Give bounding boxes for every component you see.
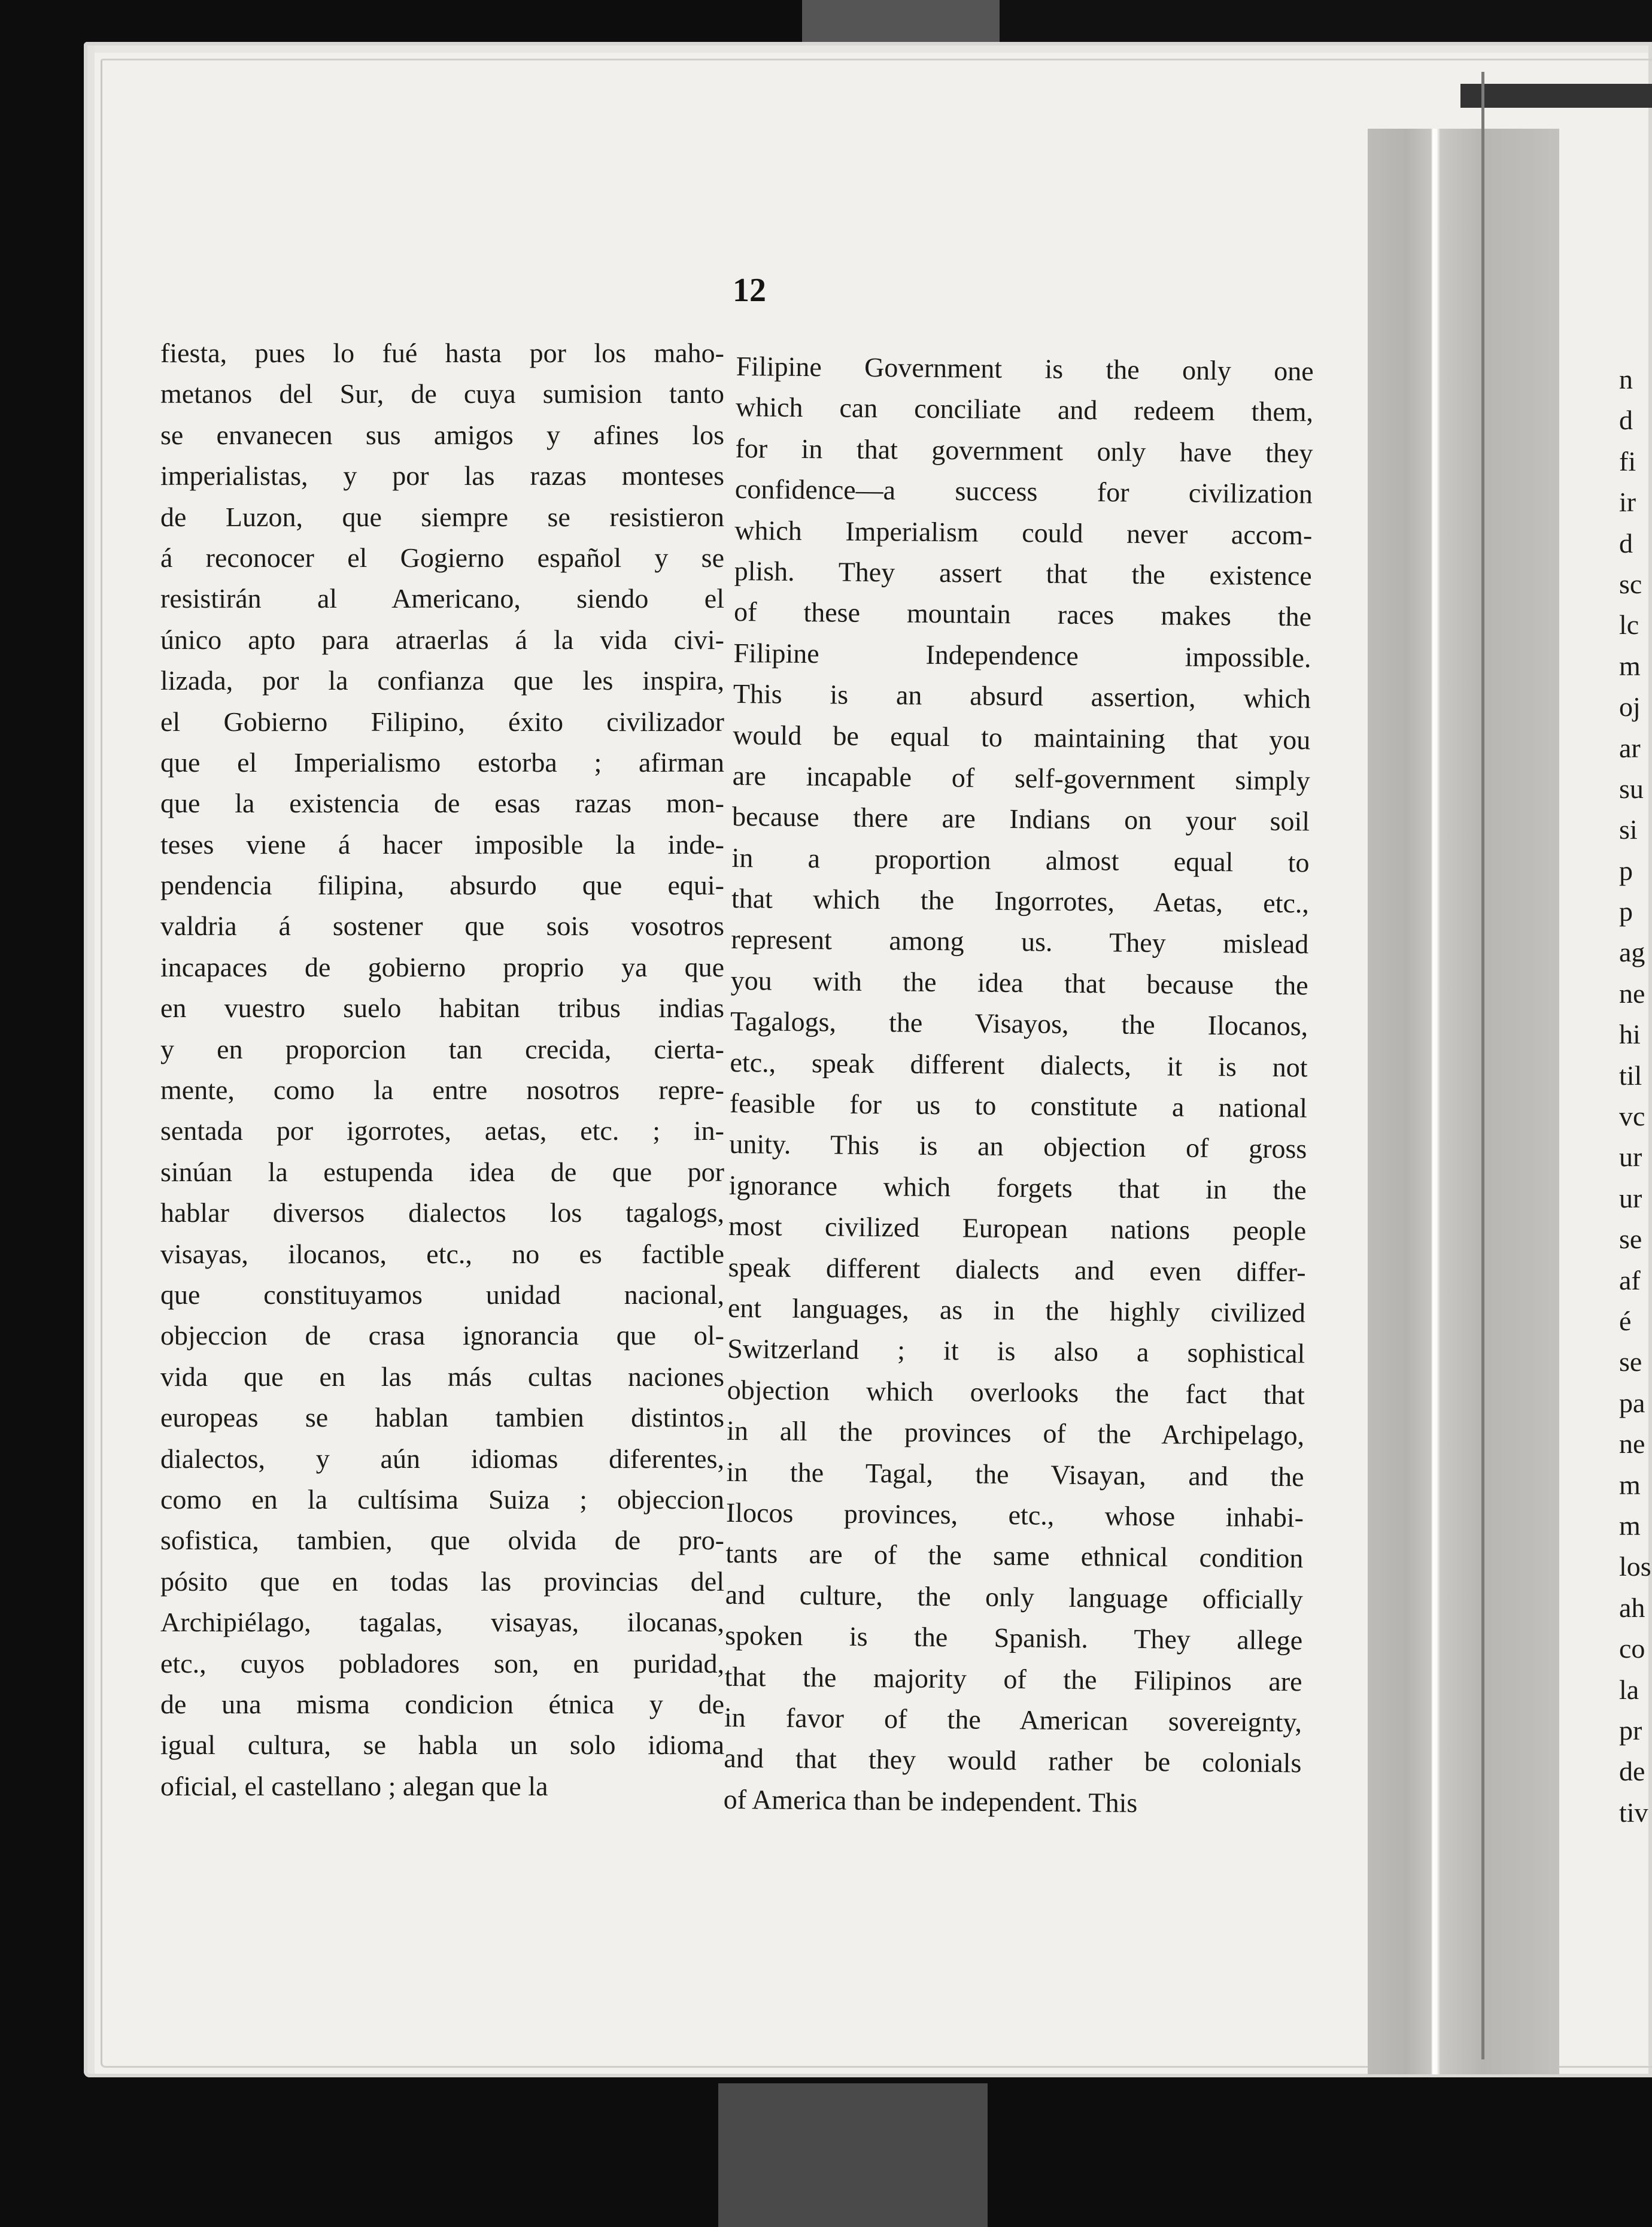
spanish-text-line: que constituyamos unidad nacional,	[160, 1279, 724, 1310]
spanish-text-line: lizada, por la confianza que les inspira,	[160, 665, 724, 696]
next-page-text-fragment: ur	[1619, 1142, 1642, 1173]
spanish-text-line: etc., cuyos pobladores son, en puridad,	[160, 1648, 724, 1679]
next-page-text-fragment: hi	[1619, 1019, 1641, 1050]
spanish-text-line: como en la cultísima Suiza ; objeccion	[160, 1483, 724, 1515]
next-page-text-fragment: lc	[1619, 609, 1639, 641]
english-text-line: in a proportion almost equal to	[731, 842, 1310, 878]
next-page-text-fragment: de	[1619, 1756, 1645, 1787]
english-text-line: and that they would rather be colonials	[724, 1743, 1302, 1779]
english-text-line: that which the Ingorrotes, Aetas, etc.,	[731, 883, 1310, 919]
next-page-text-fragment: ar	[1619, 732, 1641, 763]
english-text-line: of America than be independent. This	[723, 1783, 1138, 1818]
spanish-text-line: sentada por igorrotes, aetas, etc. ; in-	[160, 1115, 724, 1146]
spanish-text-line: Archipiélago, tagalas, visayas, ilocanas,	[160, 1607, 724, 1638]
next-page-text-fragment: la	[1619, 1674, 1639, 1705]
spanish-text-line: á reconocer el Gogierno español y se	[160, 542, 724, 573]
spanish-text-line: visayas, ilocanos, etc., no es factible	[160, 1238, 724, 1269]
english-text-line: which Imperialism could never accom-	[734, 514, 1313, 550]
spanish-text-line: imperialistas, y por las razas monteses	[160, 460, 724, 491]
english-text-line: confidence—a success for civilization	[734, 474, 1313, 509]
spanish-text-line: el Gobierno Filipino, éxito civilizador	[160, 706, 724, 737]
next-page-text-fragment: ah	[1619, 1592, 1645, 1623]
english-text-line: plish. They assert that the existence	[734, 555, 1312, 591]
next-page-text-fragment: til	[1619, 1060, 1642, 1091]
next-page-text-fragment: su	[1619, 773, 1644, 804]
english-text-line: ent languages, as in the highly civilized	[727, 1292, 1306, 1328]
english-text-line: spoken is the Spanish. They allege	[724, 1620, 1303, 1656]
next-page-text-fragment: p	[1619, 855, 1633, 886]
next-page-text-fragment: oj	[1619, 691, 1641, 723]
spanish-text-line: de Luzon, que siempre se resistieron	[160, 501, 724, 532]
scanner-band-bottom	[718, 2083, 988, 2227]
spanish-text-line: que la existencia de esas razas mon-	[160, 788, 724, 819]
spanish-text-line: pendencia filipina, absurdo que equi-	[160, 870, 724, 901]
english-text-line: Tagalogs, the Visayos, the Ilocanos,	[730, 1006, 1308, 1042]
english-text-line: and culture, the only language officially	[725, 1579, 1303, 1615]
next-page-text-fragment: m	[1619, 650, 1641, 681]
next-page-text-fragment: m	[1619, 1510, 1641, 1541]
english-text-line: because there are Indians on your soil	[731, 801, 1310, 837]
book-gutter	[1368, 129, 1559, 2074]
english-text-line: objection which overlooks the fact that	[727, 1374, 1305, 1410]
spanish-text-line: objeccion de crasa ignorancia que ol-	[160, 1320, 724, 1351]
english-text-line: of these mountain races makes the	[733, 596, 1312, 632]
spanish-text-line: hablar diversos dialectos los tagalogs,	[160, 1197, 724, 1228]
spanish-text-line: resistirán al Americano, siendo el	[160, 583, 724, 614]
english-text-line: in the Tagal, the Visayan, and the	[726, 1456, 1304, 1492]
next-page-text-fragment: d	[1619, 527, 1633, 559]
english-text-line: Filipine Government is the only one	[736, 350, 1314, 387]
next-page-text-fragment: pa	[1619, 1387, 1645, 1418]
next-page-text-fragment: é	[1619, 1305, 1632, 1336]
english-text-column	[724, 346, 1314, 1825]
next-page-text-fragment: ur	[1619, 1182, 1642, 1213]
spanish-text-line: sofistica, tambien, que olvida de pro-	[160, 1525, 724, 1556]
spanish-text-line: metanos del Sur, de cuya sumision tanto	[160, 378, 724, 409]
next-page-text-fragment: vc	[1619, 1101, 1645, 1132]
english-text-line: most civilized European nations people	[728, 1210, 1307, 1246]
spanish-text-line: incapaces de gobierno proprio ya que	[160, 951, 724, 982]
english-text-line: you with the idea that because the	[730, 964, 1308, 1001]
next-page-text-fragment: sc	[1619, 568, 1642, 599]
next-page-text-fragment: n	[1619, 364, 1633, 395]
next-page-text-fragment: los	[1619, 1551, 1651, 1582]
english-text-line: that the majority of the Filipinos are	[724, 1661, 1302, 1697]
spanish-text-column	[160, 333, 724, 1807]
next-page-text-fragment: ir	[1619, 487, 1636, 518]
spanish-text-line: que el Imperialismo estorba ; afirman	[160, 747, 724, 778]
next-page-text-fragment: co	[1619, 1633, 1645, 1664]
page-number: 12	[733, 272, 766, 309]
next-page-text-fragment: p	[1619, 896, 1633, 927]
next-page-text-fragment: pr	[1619, 1715, 1642, 1746]
spanish-text-line: se envanecen sus amigos y afines los	[160, 419, 724, 450]
english-text-line: speak different dialects and even differ-	[728, 1251, 1306, 1287]
english-text-line: Switzerland ; it is also a sophistical	[727, 1333, 1305, 1369]
next-page-text-fragment: fi	[1619, 445, 1636, 477]
spanish-text-line: mente, como la entre nosotros repre-	[160, 1075, 724, 1106]
english-text-line: This is an absurd assertion, which	[733, 678, 1311, 714]
next-page-text-fragment: si	[1619, 814, 1638, 845]
next-page-text-fragment: ne	[1619, 978, 1645, 1009]
english-text-line: tants are of the same ethnical condition	[725, 1538, 1304, 1574]
next-page-text-fragment: d	[1619, 405, 1633, 436]
english-text-line: are incapable of self-government simply	[732, 760, 1310, 796]
spanish-text-line: dialectos, y aún idiomas diferentes,	[160, 1443, 724, 1474]
next-page-text-fragment: ag	[1619, 937, 1645, 968]
english-text-line: Filipine Independence impossible.	[733, 637, 1311, 673]
spanish-text-line: oficial, el castellano ; alegan que la	[160, 1770, 548, 1801]
spanish-text-line: igual cultura, se habla un solo idioma	[160, 1730, 724, 1761]
next-page-top-edge	[1460, 84, 1652, 108]
next-page-text-fragment: se	[1619, 1346, 1642, 1378]
english-text-line: unity. This is an objection of gross	[729, 1128, 1307, 1164]
english-text-line: represent among us. They mislead	[731, 924, 1309, 960]
gutter-line	[1481, 72, 1484, 2059]
spanish-text-line: teses viene á hacer imposible la inde-	[160, 829, 724, 860]
next-page-fragment	[1619, 359, 1652, 1833]
spanish-text-line: pósito que en todas las provincias del	[160, 1565, 724, 1597]
next-page-text-fragment: af	[1619, 1264, 1641, 1295]
next-page-text-fragment: tiv	[1619, 1797, 1648, 1828]
english-text-line: would be equal to maintaining that you	[733, 719, 1311, 755]
spanish-text-line: vida que en las más cultas naciones	[160, 1361, 724, 1392]
spanish-text-line: de una misma condicion étnica y de	[160, 1688, 724, 1719]
english-text-line: in all the provinces of the Archipelago,	[726, 1415, 1305, 1451]
english-text-line: Ilocos provinces, etc., whose inhabi-	[725, 1497, 1304, 1533]
spanish-text-line: sinúan la estupenda idea de que por	[160, 1156, 724, 1187]
spanish-text-line: europeas se hablan tambien distintos	[160, 1402, 724, 1433]
spanish-text-line: valdria á sostener que sois vosotros	[160, 911, 724, 942]
next-page-text-fragment: se	[1619, 1224, 1642, 1255]
english-text-line: in favor of the American sovereignty,	[724, 1701, 1302, 1738]
spanish-text-line: único apto para atraerlas á la vida civi-	[160, 624, 724, 655]
spanish-text-line: y en proporcion tan crecida, cierta-	[160, 1033, 724, 1064]
english-text-line: ignorance which forgets that in the	[728, 1169, 1307, 1206]
english-text-line: feasible for us to constitute a national	[729, 1087, 1308, 1124]
english-text-line: which can conciliate and redeem them,	[735, 392, 1314, 427]
next-page-text-fragment: ne	[1619, 1428, 1645, 1460]
spanish-text-line: en vuestro suelo habitan tribus indias	[160, 993, 724, 1024]
spanish-text-line: fiesta, pues lo fué hasta por los maho-	[160, 338, 724, 368]
english-text-line: etc., speak different dialects, it is not	[730, 1046, 1308, 1083]
english-text-line: for in that government only have they	[735, 432, 1313, 469]
next-page-text-fragment: m	[1619, 1469, 1641, 1500]
